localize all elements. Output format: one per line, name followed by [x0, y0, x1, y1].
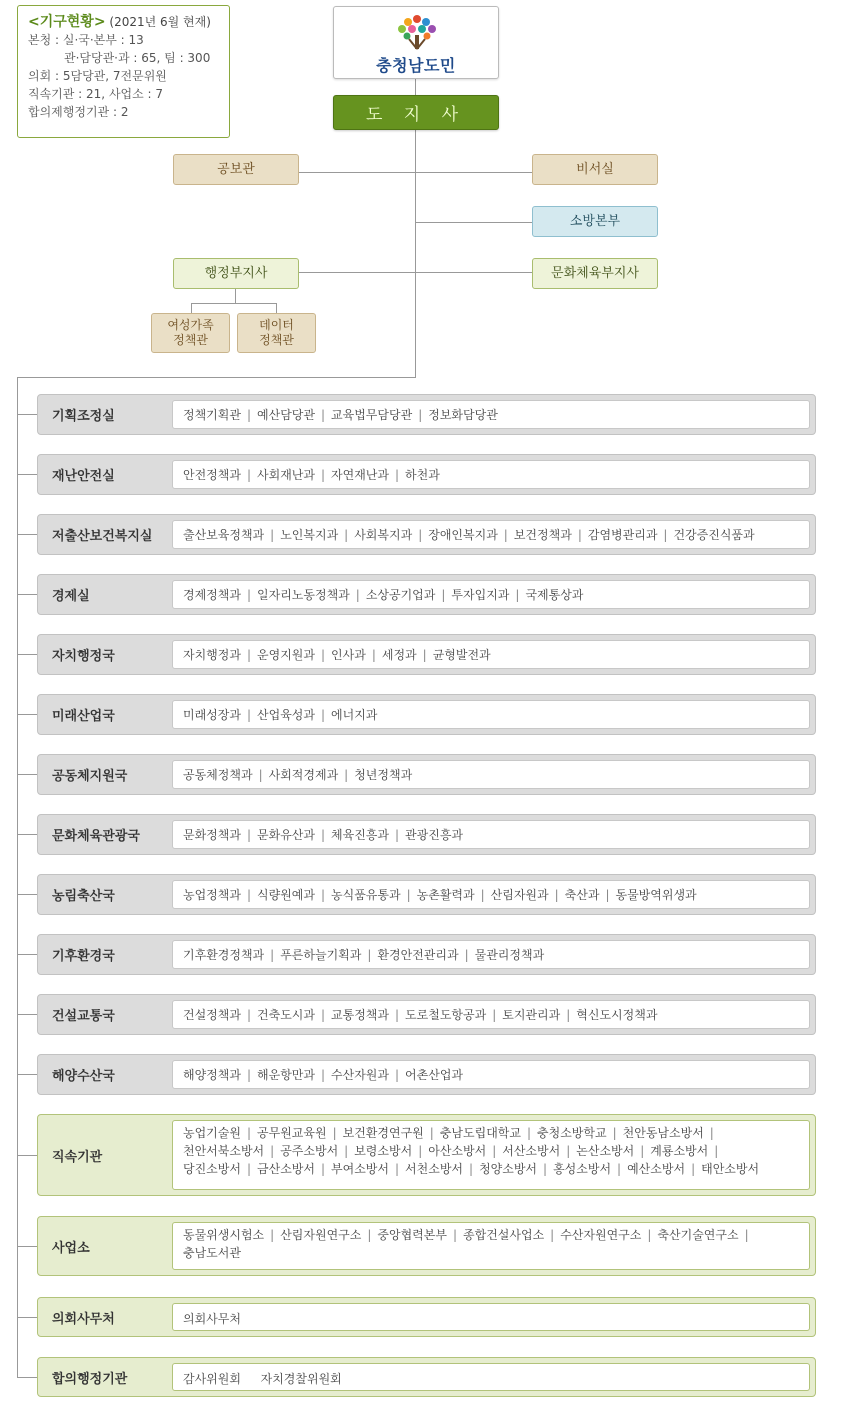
logo-box [333, 6, 499, 79]
institution-item[interactable]: 서산소방서 [502, 1144, 561, 1158]
separator: | [344, 1144, 349, 1158]
department-name[interactable]: 저출산보건복지실 [52, 529, 153, 544]
division-item[interactable]: 건강증진식품과 [673, 527, 755, 542]
division-item[interactable]: 도로철도항공과 [405, 1007, 487, 1022]
separator: | [270, 1144, 275, 1158]
connector-line [17, 1246, 37, 1247]
division-item[interactable]: 건설정책과 [183, 1007, 241, 1022]
separator: | [246, 587, 252, 602]
separator: | [371, 647, 376, 662]
department-name[interactable]: 기획조정실 [52, 409, 115, 424]
separator: | [246, 647, 252, 662]
division-item[interactable]: 안전정책과 [183, 467, 241, 482]
institution-item[interactable]: 보령소방서 [354, 1144, 413, 1158]
institution-item-list [172, 1120, 810, 1190]
separator: | [617, 1162, 622, 1176]
connector-line [17, 834, 37, 835]
division-list [172, 520, 810, 549]
separator: | [577, 527, 582, 542]
department-row[interactable] [37, 514, 816, 555]
department-row[interactable] [37, 994, 816, 1035]
division-list [172, 1000, 810, 1029]
institution-item[interactable]: 자치경찰위원회 [260, 1372, 342, 1386]
separator: | [320, 887, 326, 902]
info-line: 합의제행정기관 : 2 [28, 105, 129, 119]
institution-item[interactable]: 계룡소방서 [650, 1144, 709, 1158]
division-item[interactable]: 물관리정책과 [474, 947, 545, 962]
department-row[interactable] [37, 454, 816, 495]
institution-item-line [183, 1142, 799, 1160]
institution-item-list [172, 1363, 810, 1391]
department-row[interactable] [37, 874, 816, 915]
institution-item[interactable]: 청양소방서 [479, 1162, 538, 1176]
separator: | [418, 407, 423, 422]
institution-item-line [183, 1244, 799, 1262]
separator: | [418, 1144, 423, 1158]
division-item[interactable]: 소상공기업과 [365, 587, 436, 602]
institution-item-line [183, 1124, 799, 1142]
separator: | [566, 1144, 571, 1158]
connector-line [17, 774, 37, 775]
department-name[interactable]: 재난안전실 [52, 469, 115, 484]
division-item[interactable]: 자연재난과 [331, 467, 389, 482]
separator: | [469, 1162, 474, 1176]
division-item[interactable]: 건축도시과 [257, 1007, 315, 1022]
institution-item[interactable]: 공주소방서 [280, 1144, 339, 1158]
division-item[interactable]: 국제통상과 [525, 587, 584, 602]
division-item[interactable]: 축산과 [564, 887, 600, 902]
department-row[interactable] [37, 754, 816, 795]
division-list [172, 880, 810, 909]
division-item[interactable]: 산업육성과 [257, 707, 315, 722]
connector-line [17, 1377, 37, 1378]
connector-line [415, 79, 416, 95]
division-item[interactable]: 자치행정과 [183, 647, 241, 662]
separator: | [246, 407, 252, 422]
info-title: <기구현황> [28, 14, 106, 30]
division-item[interactable]: 하천과 [405, 467, 440, 482]
division-item[interactable]: 공동체정책과 [183, 767, 253, 782]
department-name[interactable]: 기후환경국 [52, 949, 115, 964]
connector-line [191, 303, 192, 313]
separator: | [320, 707, 326, 722]
division-item[interactable]: 교육법무담당관 [331, 407, 413, 422]
separator: | [320, 467, 326, 482]
institution-row[interactable] [37, 1216, 816, 1276]
secretary-office-box[interactable]: 비서실 [532, 154, 658, 185]
department-name[interactable]: 자치행정국 [52, 649, 115, 664]
separator: | [270, 947, 275, 962]
info-line: 직속기관 : 21, 사업소 : 7 [28, 87, 164, 101]
admin-vice-governor-box[interactable]: 행정부지사 [173, 258, 299, 289]
division-item[interactable]: 동물방역위생과 [615, 887, 697, 902]
separator: | [492, 1144, 497, 1158]
division-item[interactable]: 운영지원과 [257, 647, 315, 662]
separator: | [543, 1162, 548, 1176]
institution-item[interactable]: 충청소방학교 [537, 1126, 607, 1140]
separator: | [320, 1162, 326, 1176]
separator: | [503, 527, 508, 542]
division-item[interactable]: 일자리노동정책과 [257, 587, 350, 602]
institution-item[interactable]: 천안서북소방서 [183, 1144, 265, 1158]
info-line: 본청 : 실·국·본부 : 13 [28, 33, 144, 47]
separator: | [709, 1126, 714, 1140]
division-item[interactable]: 에너지과 [331, 707, 378, 722]
separator: | [406, 887, 411, 902]
separator: | [246, 1067, 252, 1082]
institution-row[interactable] [37, 1297, 816, 1337]
institution-row[interactable] [37, 1114, 816, 1196]
separator: | [246, 887, 252, 902]
division-list [172, 820, 810, 849]
division-item[interactable]: 노인복지과 [280, 527, 339, 542]
institution-item[interactable]: 산림자원연구소 [280, 1228, 362, 1242]
separator: | [612, 1126, 617, 1140]
division-item[interactable]: 장애인복지과 [428, 527, 498, 542]
institution-item[interactable]: 홍성소방서 [553, 1162, 612, 1176]
institution-item[interactable]: 충남도립대학교 [439, 1126, 521, 1140]
division-item[interactable]: 문화정책과 [183, 827, 241, 842]
institution-item[interactable]: 동물위생시험소 [183, 1228, 265, 1242]
department-name[interactable]: 문화체육관광국 [52, 829, 140, 844]
separator: | [367, 947, 372, 962]
division-item[interactable]: 토지관리과 [502, 1007, 561, 1022]
separator: | [246, 1007, 252, 1022]
separator: | [554, 887, 559, 902]
connector-line [17, 474, 37, 475]
connector-line [17, 954, 37, 955]
division-item[interactable]: 투자입지과 [451, 587, 510, 602]
connector-line [235, 287, 236, 303]
connector-line [17, 534, 37, 535]
division-list [172, 400, 810, 429]
division-item[interactable]: 인사과 [331, 647, 366, 662]
separator: | [320, 1067, 326, 1082]
separator: | [320, 647, 326, 662]
separator: | [320, 827, 326, 842]
department-row[interactable] [37, 1054, 816, 1095]
division-item[interactable]: 해양정책과 [183, 1067, 241, 1082]
department-name[interactable]: 미래산업국 [52, 709, 115, 724]
division-item[interactable]: 예산담당관 [257, 407, 315, 422]
separator: | [605, 887, 610, 902]
division-item[interactable]: 사회재난과 [257, 467, 315, 482]
department-row[interactable] [37, 934, 816, 975]
connector-line [17, 594, 37, 595]
connector-line [17, 1074, 37, 1075]
separator: | [550, 1228, 555, 1242]
division-item[interactable]: 기후환경정책과 [183, 947, 265, 962]
institution-item[interactable]: 천안동남소방서 [622, 1126, 704, 1140]
division-item[interactable]: 해운항만과 [257, 1067, 315, 1082]
department-name[interactable]: 농림축산국 [52, 889, 115, 904]
governor-box[interactable]: 도 지 사 [333, 95, 499, 130]
separator: | [515, 587, 520, 602]
institution-item-line [183, 1307, 799, 1331]
separator: | [744, 1228, 749, 1242]
connector-line [299, 172, 532, 173]
division-list [172, 940, 810, 969]
institution-item-line [183, 1367, 799, 1391]
separator: | [246, 827, 252, 842]
institution-item-list [172, 1222, 810, 1270]
separator: | [332, 1126, 337, 1140]
connector-line [17, 1317, 37, 1318]
separator: | [418, 527, 423, 542]
connector-line [191, 303, 276, 304]
separator [247, 1372, 255, 1386]
institution-name[interactable]: 직속기관 [52, 1149, 103, 1165]
institution-item[interactable]: 태안소방서 [701, 1162, 760, 1176]
connector-line [17, 1155, 37, 1156]
separator: | [395, 467, 400, 482]
institution-item-line [183, 1226, 799, 1244]
separator: | [320, 1007, 326, 1022]
department-row[interactable] [37, 814, 816, 855]
separator: | [422, 647, 427, 662]
institution-item[interactable]: 농업기술원 [183, 1126, 241, 1140]
info-line: 관·담당관·과 : 65, 팀 : 300 [64, 51, 211, 65]
separator: | [355, 587, 360, 602]
institution-name[interactable]: 의회사무처 [52, 1311, 115, 1327]
division-list [172, 1060, 810, 1089]
division-item[interactable]: 청년정책과 [354, 767, 413, 782]
division-item[interactable]: 사회적경제과 [268, 767, 339, 782]
institution-item[interactable]: 아산소방서 [428, 1144, 487, 1158]
tree-logo-icon [395, 13, 439, 51]
separator: | [258, 767, 263, 782]
institution-row[interactable] [37, 1357, 816, 1397]
division-item[interactable]: 경제정책과 [183, 587, 241, 602]
department-row[interactable] [37, 394, 816, 435]
division-item[interactable]: 관광진흥과 [405, 827, 464, 842]
separator: | [395, 827, 400, 842]
division-item[interactable]: 세정과 [381, 647, 417, 662]
division-item[interactable]: 푸른하늘기획과 [280, 947, 362, 962]
institution-item[interactable]: 충남도서관 [183, 1246, 241, 1260]
separator: | [344, 527, 349, 542]
separator: | [395, 1007, 400, 1022]
institution-item-line [183, 1160, 799, 1178]
connector-line [299, 272, 532, 273]
institution-item[interactable]: 종합건설사업소 [463, 1228, 545, 1242]
connector-line [17, 654, 37, 655]
connector-line [17, 414, 37, 415]
separator: | [395, 1162, 400, 1176]
connector-line [17, 1014, 37, 1015]
division-item[interactable]: 정책기획관 [183, 407, 241, 422]
institution-name[interactable]: 합의행정기관 [52, 1371, 128, 1387]
connector-line [17, 894, 37, 895]
division-item[interactable]: 미래성장과 [183, 707, 241, 722]
connector-line [276, 303, 277, 313]
institution-item[interactable]: 공무원교육원 [257, 1126, 327, 1140]
pr-office-box[interactable]: 공보관 [173, 154, 299, 185]
connector-line [17, 714, 37, 715]
separator: | [395, 1067, 400, 1082]
division-item[interactable]: 정보화담당관 [428, 407, 498, 422]
connector-line [17, 377, 18, 1377]
separator: | [640, 1144, 645, 1158]
separator: | [270, 527, 275, 542]
division-list [172, 760, 810, 789]
separator: | [320, 407, 326, 422]
institution-item[interactable]: 부여소방서 [331, 1162, 389, 1176]
institution-item[interactable]: 논산소방서 [576, 1144, 635, 1158]
separator: | [429, 1126, 434, 1140]
division-item[interactable]: 출산보육정책과 [183, 527, 265, 542]
division-item[interactable]: 농식품유통과 [331, 887, 401, 902]
division-item[interactable]: 식량원예과 [257, 887, 315, 902]
women-family-policy-box[interactable]: 여성가족 정책관 [151, 313, 230, 353]
separator: | [246, 1126, 252, 1140]
org-status-box [17, 5, 230, 138]
connector-line [17, 377, 416, 378]
institution-item[interactable]: 중앙협력본부 [377, 1228, 447, 1242]
separator: | [480, 887, 485, 902]
separator: | [441, 587, 446, 602]
institution-item[interactable]: 당진소방서 [183, 1162, 241, 1176]
division-item[interactable]: 산림자원과 [490, 887, 549, 902]
connector-line [415, 130, 416, 377]
connector-line [415, 222, 532, 223]
separator: | [714, 1144, 719, 1158]
division-item[interactable]: 교통정책과 [331, 1007, 389, 1022]
separator: | [464, 947, 469, 962]
separator: | [663, 527, 668, 542]
info-line: 의회 : 5담당관, 7전문위원 [28, 69, 167, 83]
info-date: (2021년 6월 현재) [109, 15, 211, 29]
division-item[interactable]: 혁신도시정책과 [576, 1007, 658, 1022]
institution-item[interactable]: 금산소방서 [257, 1162, 315, 1176]
separator: | [367, 1228, 372, 1242]
division-item[interactable]: 감염병관리과 [587, 527, 658, 542]
institution-item-list [172, 1303, 810, 1331]
division-item[interactable]: 어촌산업과 [405, 1067, 464, 1082]
data-policy-box[interactable]: 데이터 정책관 [237, 313, 316, 353]
division-list [172, 700, 810, 729]
separator: | [344, 767, 349, 782]
department-name[interactable]: 경제실 [52, 589, 90, 604]
separator: | [647, 1228, 652, 1242]
department-name[interactable]: 공동체지원국 [52, 769, 128, 784]
department-row[interactable] [37, 574, 816, 615]
separator: | [492, 1007, 497, 1022]
department-name[interactable]: 건설교통국 [52, 1009, 115, 1024]
fire-hq-box[interactable]: 소방본부 [532, 206, 658, 237]
division-list [172, 460, 810, 489]
separator: | [246, 1162, 252, 1176]
department-row[interactable] [37, 694, 816, 735]
institution-item[interactable]: 감사위원회 [183, 1372, 241, 1386]
division-item[interactable]: 농업정책과 [183, 887, 241, 902]
separator: | [270, 1228, 275, 1242]
separator: | [452, 1228, 458, 1242]
division-item[interactable]: 체육진흥과 [331, 827, 389, 842]
division-item[interactable]: 수산자원과 [331, 1067, 389, 1082]
institution-item[interactable]: 의회사무처 [183, 1312, 241, 1326]
division-item[interactable]: 보건정책과 [513, 527, 572, 542]
separator: | [566, 1007, 571, 1022]
division-item[interactable]: 사회복지과 [354, 527, 413, 542]
department-name[interactable]: 해양수산국 [52, 1069, 115, 1084]
division-item[interactable]: 농촌활력과 [416, 887, 475, 902]
separator: | [691, 1162, 696, 1176]
division-list [172, 580, 810, 609]
division-item[interactable]: 문화유산과 [257, 827, 315, 842]
division-list [172, 640, 810, 669]
institution-item[interactable]: 예산소방서 [627, 1162, 686, 1176]
institution-item[interactable]: 축산기술연구소 [657, 1228, 739, 1242]
department-row[interactable] [37, 634, 816, 675]
logo-name: 충청남도민 [376, 56, 456, 75]
separator: | [246, 707, 252, 722]
separator: | [526, 1126, 532, 1140]
separator: | [246, 467, 252, 482]
institution-name[interactable]: 사업소 [52, 1240, 90, 1256]
culture-vice-governor-box[interactable]: 문화체육부지사 [532, 258, 658, 289]
institution-item[interactable]: 수산자원연구소 [560, 1228, 642, 1242]
institution-item[interactable]: 보건환경연구원 [342, 1126, 424, 1140]
division-item[interactable]: 균형발전과 [432, 647, 491, 662]
division-item[interactable]: 환경안전관리과 [377, 947, 459, 962]
institution-item[interactable]: 서천소방서 [405, 1162, 464, 1176]
